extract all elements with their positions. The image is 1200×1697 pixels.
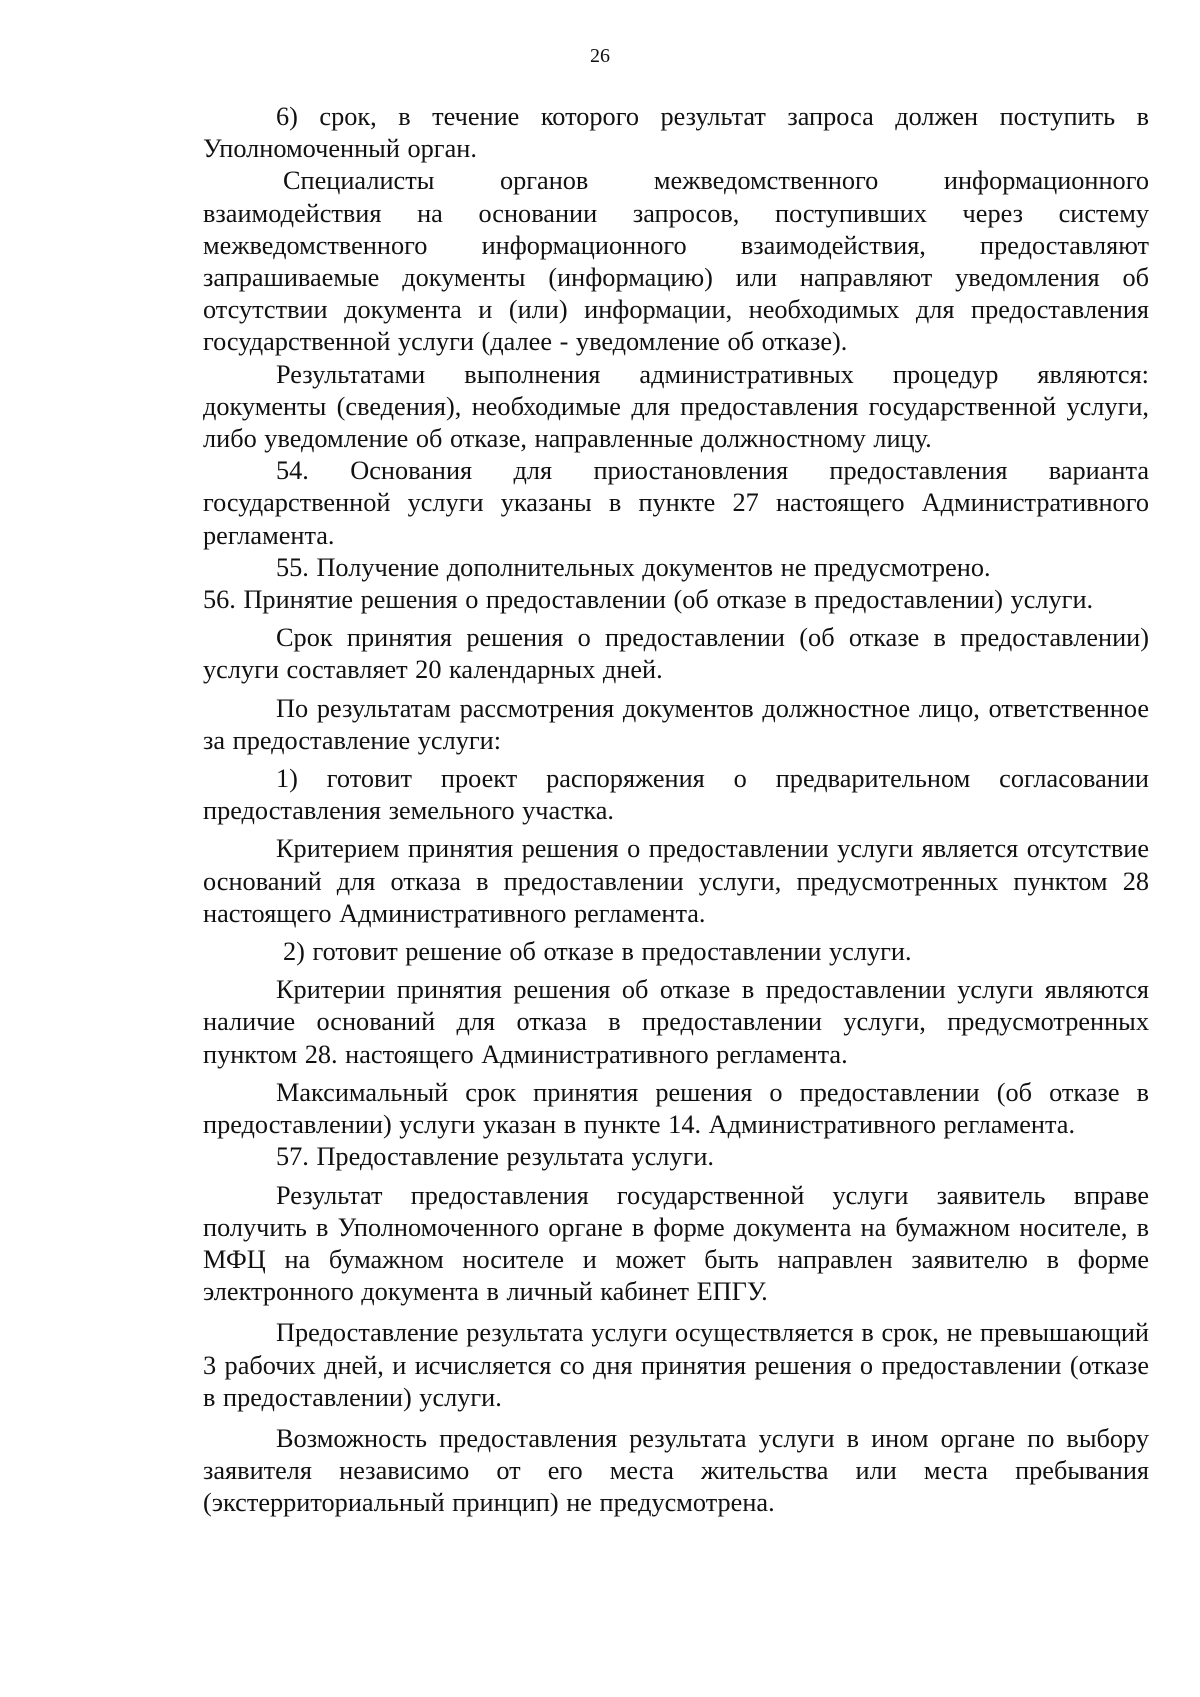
paragraph-extraterritorial: Возможность предоставления результата услуги в ином органе по выбору заявителя независимо от его места жительства или места пребывания (экстерриториальный принцип) не предусмотрена.: [203, 1423, 1149, 1518]
paragraph-procedure-results: Результатами выполнения административных процедур являются: документы (сведения), необходимые для предоставления государственной услуги, либо уведомление об отказе, направленные должностному лицу.: [203, 359, 1149, 454]
paragraph-item-56: 56. Принятие решения о предоставлении (об отказе в предоставлении) услуги.: [203, 585, 1094, 615]
document-body: [203, 101, 1149, 1520]
paragraph-item-55: 55. Получение дополнительных документов не предусмотрено.: [276, 552, 991, 582]
paragraph-specialists: Специалисты органов межведомственного информационного взаимодействия на основании запросов, поступивших через систему межведомственного информационного взаимодействия, предоставляют запрашиваемые документы (информацию) или направляют уведомления об отсутствии документа и (или) информации, необходимых для предоставления государственной услуги (далее - уведомление об отказе).: [203, 166, 1149, 357]
paragraph-result-delivery: Результат предоставления государственной услуги заявитель вправе получить в Уполномоченного органе в форме документа на бумажном носителе, в МФЦ на бумажном носителе и может быть направлен заявителю в форме электронного документа в личный кабинет ЕПГУ.: [203, 1180, 1149, 1307]
paragraph-max-deadline: Максимальный срок принятия решения о предоставлении (об отказе в предоставлении) услуги указан в пункте 14. Административного регламента.: [203, 1077, 1149, 1140]
paragraph-decision-deadline: Срок принятия решения о предоставлении (об отказе в предоставлении) услуги составляет 20 календарных дней.: [203, 623, 1149, 685]
paragraph-item-54: 54. Основания для приостановления предоставления варианта государственной услуги указаны в пункте 27 настоящего Административного регламента.: [203, 456, 1149, 550]
paragraph-approval-criterion: Критерием принятия решения о предоставлении услуги является отсутствие оснований для отказа в предоставлении услуги, предусмотренных пунктом 28 настоящего Административного регламента.: [203, 834, 1149, 928]
paragraph-request-deadline: 6) срок, в течение которого результат запроса должен поступить в Уполномоченный орган.: [203, 102, 1149, 164]
paragraph-review-results: По результатам рассмотрения документов должностное лицо, ответственное за предоставление услуги:: [203, 693, 1149, 755]
paragraph-prepare-order: 1) готовит проект распоряжения о предварительном согласовании предоставления земельного участка.: [203, 764, 1149, 826]
paragraph-item-57: 57. Предоставление результата услуги.: [276, 1142, 714, 1172]
paragraph-delivery-deadline: Предоставление результата услуги осуществляется в срок, не превышающий 3 рабочих дней, и исчисляется со дня принятия решения о предоставлении (отказе в предоставлении) услуги.: [203, 1318, 1149, 1412]
paragraph-prepare-refusal: 2) готовит решение об отказе в предоставлении услуги.: [283, 937, 912, 967]
page-number: 26: [590, 45, 610, 67]
paragraph-refusal-criteria: Критерии принятия решения об отказе в предоставлении услуги являются наличие оснований для отказа в предоставлении услуги, предусмотренных пунктом 28. настоящего Административного регламента.: [203, 975, 1149, 1069]
